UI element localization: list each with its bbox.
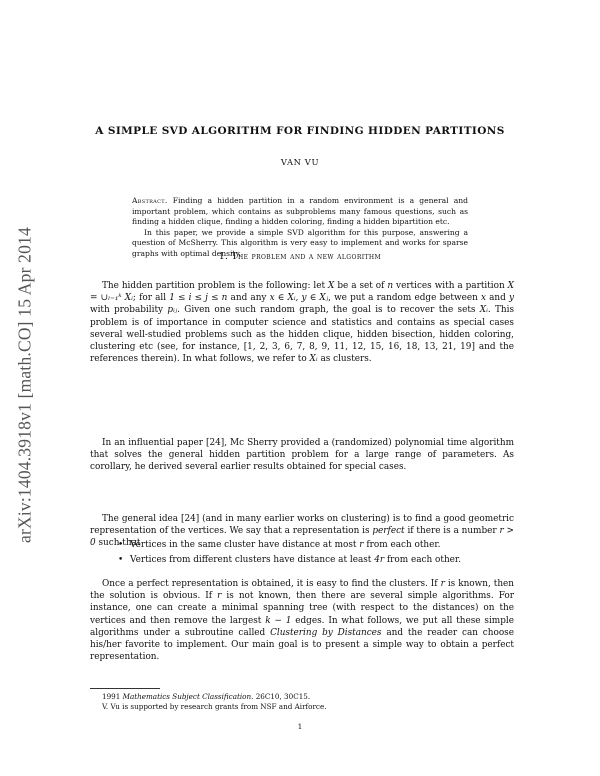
math-range: 1 ≤ i ≤ j ≤ n — [169, 293, 228, 304]
math-Xi: Xᵢ — [479, 305, 488, 316]
arxiv-stamp — [10, 170, 40, 600]
footnote-year: 1991 — [102, 692, 123, 701]
abstract-text-1: Finding a hidden partition in a random environment is a general and important problem, which contains as subproblems many famous questions, such as finding a hidden clique, finding a hidden coloring, finding a hidden bipartition etc. — [132, 196, 468, 227]
p1-text-c: vertices with a partition — [393, 281, 508, 291]
term-perfect: perfect — [372, 526, 405, 537]
p4-text-b: is known, then the solution is obvious. If — [90, 579, 515, 602]
list-item — [118, 553, 518, 568]
math-y: y — [508, 293, 514, 304]
footnote-msc-label: Mathematics Subject Classification. — [122, 692, 254, 701]
footnotes — [102, 692, 514, 713]
math-k-minus-1: k − 1 — [265, 615, 292, 626]
p1-text-i: . Given one such random graph, the goal is to recover the sets — [177, 305, 480, 316]
p1-text-b: be a set of — [334, 281, 388, 291]
p1-text-e: and any — [227, 293, 270, 304]
bullet-1-math: r — [359, 540, 364, 550]
section-heading: 1. The problem and a new algorithm — [218, 252, 382, 262]
bullet-list — [118, 538, 518, 567]
page-number: 1 — [297, 722, 303, 731]
math-Xi-2: Xᵢ — [309, 354, 318, 365]
bullet-2-text-a: Vertices from different clusters have distance at least — [130, 554, 375, 565]
footnote-msc — [102, 692, 514, 702]
paragraph-perfect-representation — [90, 578, 514, 663]
paragraph-mcsherry: In an influential paper [24], Mc Sherry provided a (randomized) polynomial time algorithm that solves the general hidden partition problem for a large range of parameters. As corollary, he derived several earlier results obtained for special cases. — [90, 438, 514, 473]
p4-text-e: and the reader can choose his/her favorite to implement. Our main goal is to present a simple way to obtain a perfect representation. — [90, 627, 514, 663]
p4-text-c: is not known, then there are several simple algorithms. For instance, one can create a minimal spanning tree (with respect to the distances) on the vertices and then remove the largest — [90, 591, 514, 626]
math-r-2: r — [217, 591, 222, 602]
p1-text-a: The hidden partition problem is the following: let — [102, 281, 329, 291]
p1-text-f: , we put a random edge between — [328, 293, 481, 304]
math-n: n — [387, 281, 394, 291]
paragraph-problem-statement — [90, 280, 514, 365]
bullet-2-math: 4r — [374, 554, 385, 565]
p3-text-b: if there is a number — [404, 526, 500, 537]
p4-text-a: Once a perfect representation is obtained, it is easy to find the clusters. If — [102, 579, 441, 589]
p3-text-a: The general idea [24] (and in many earlier works on clustering) is to find a good geometric representation of the vertices. We say that a representation is — [90, 514, 514, 537]
p1-text-d: ; for all — [132, 293, 170, 304]
abstract-label: Abstract. — [132, 196, 168, 205]
bullet-2-text-b: from each other. — [384, 554, 462, 565]
term-clustering-by-distances: Clustering by Distances — [270, 627, 382, 638]
paper-title: A SIMPLE SVD ALGORITHM FOR FINDING HIDDEN PARTITIONS — [95, 125, 505, 137]
math-membership: x ∈ Xᵢ, y ∈ Xⱼ — [269, 293, 329, 304]
footnote-divider — [90, 688, 160, 689]
footnote-support: V. Vu is supported by research grants from NSF and Airforce. — [102, 702, 327, 712]
p1-text-j: . This problem is of importance in computer science and statistics and contains as special cases several well-studied problems such as the hidden clique, hidden bisection, hidden coloring, clustering etc (see, for instance, [1, 2, 3, 6, 7, 8, 9, 11, 12, 15, 16, 18, 13, 21, 19] and the references therein). In what follows, we refer to — [90, 305, 514, 365]
abstract — [132, 196, 468, 260]
list-item — [118, 538, 518, 553]
p1-text-k: as clusters. — [317, 354, 372, 365]
arxiv-stamp-text: arXiv:1404.3918v1 [math.CO] 15 Apr 2014 — [14, 227, 35, 543]
bullet-1-text-b: from each other. — [363, 540, 441, 550]
author-name: VAN VU — [280, 157, 320, 167]
p1-text-g: and — [485, 293, 509, 304]
p3-text-c: such that — [95, 538, 141, 549]
math-X: X — [328, 281, 335, 291]
math-x: x — [480, 293, 486, 304]
bullet-1-text-a: Vertices in the same cluster have distance at most — [130, 540, 360, 550]
abstract-paragraph-1 — [132, 196, 468, 228]
math-r-condition: r > 0 — [90, 526, 514, 549]
math-pij: pᵢⱼ — [167, 305, 178, 316]
math-r-1: r — [440, 579, 445, 589]
footnote-msc-codes: 26C10, 30C15. — [253, 692, 311, 701]
p1-text-h: with probability — [90, 305, 168, 316]
p4-text-d: edges. In what follows, we put all these simple algorithms under a subroutine called — [90, 615, 514, 638]
math-partition: X = ∪ₗ₌₁ᵏ Xᵢ — [90, 281, 514, 304]
abstract-paragraph-2: In this paper, we provide a simple SVD algorithm for this purpose, answering a question of McSherry. This algorithm is very easy to implement and works for sparse graphs with optimal density. — [132, 227, 468, 258]
